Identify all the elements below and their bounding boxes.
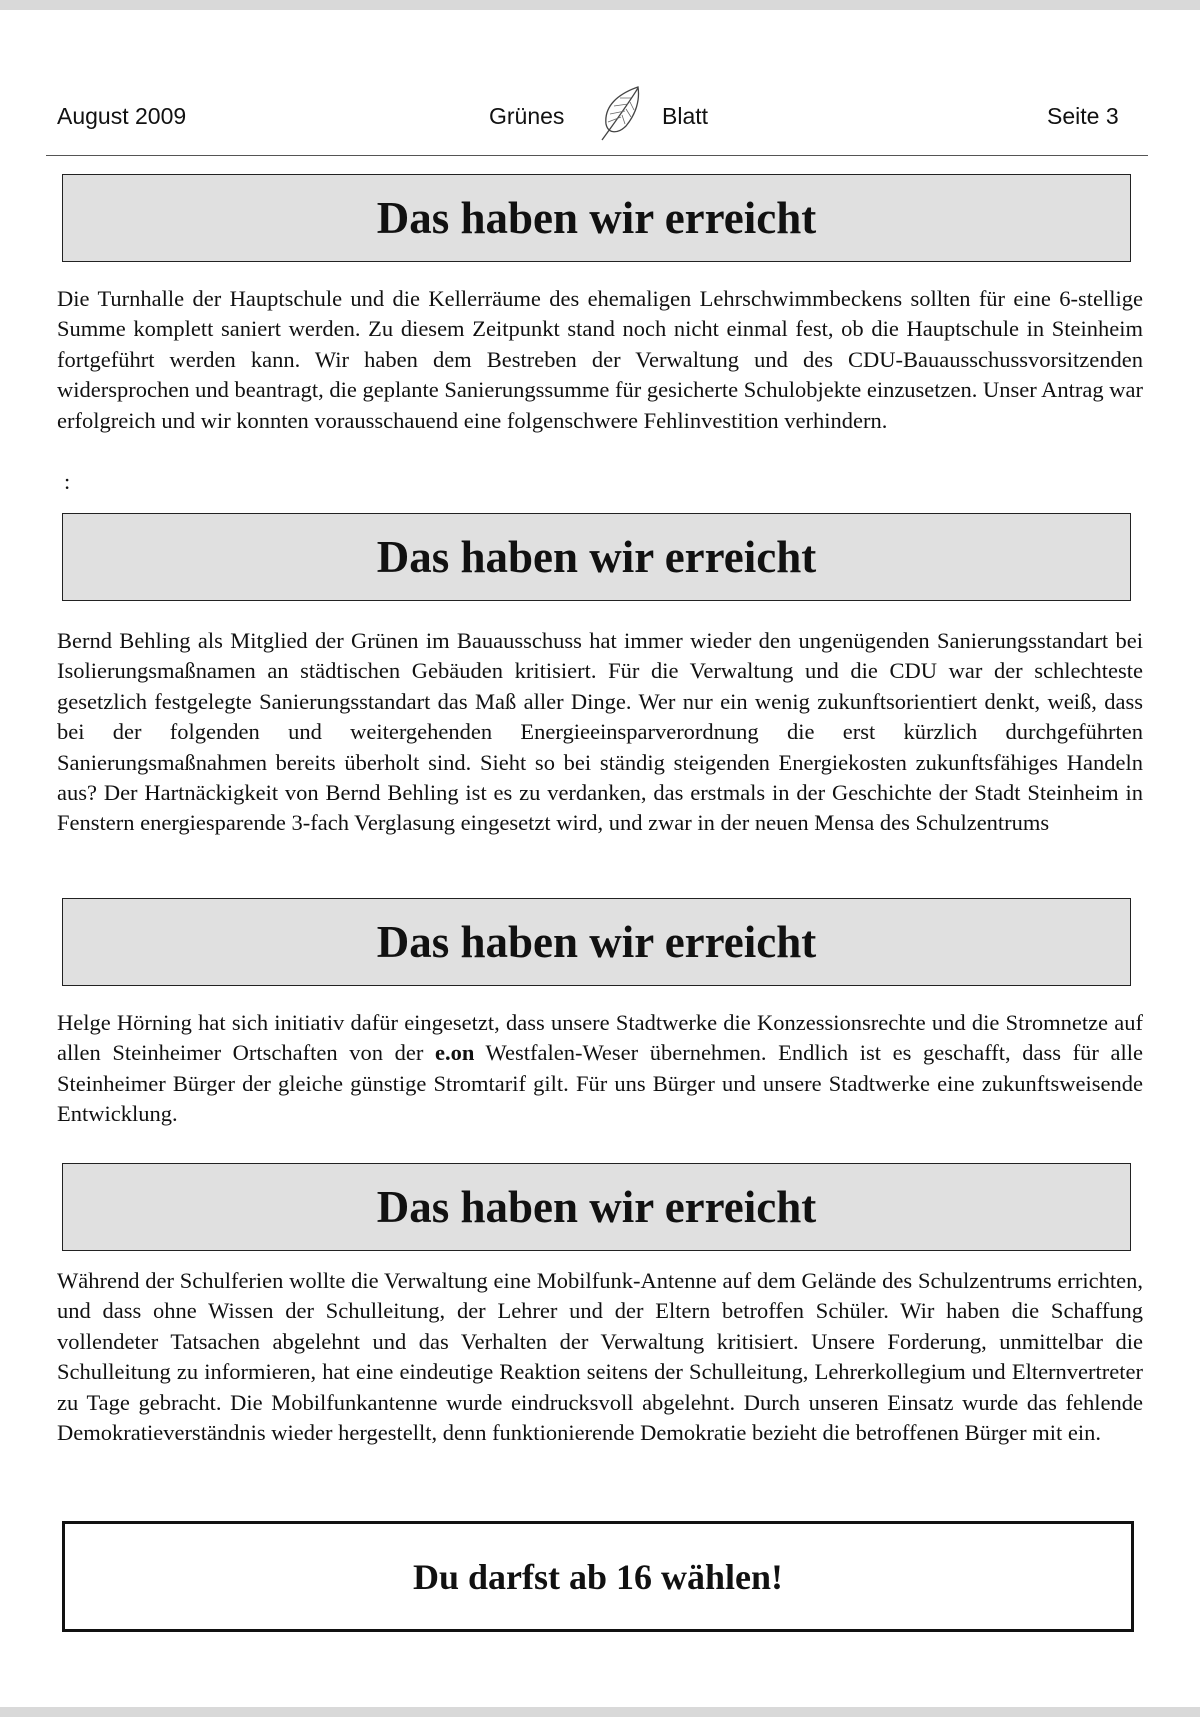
section-heading-box	[62, 898, 1131, 986]
section-body	[57, 1008, 1143, 1130]
issue-date: August 2009	[57, 103, 187, 129]
masthead-left: Grünes	[489, 103, 565, 129]
section-heading-box	[62, 1163, 1131, 1251]
top-border	[0, 0, 1200, 10]
leaf-icon	[598, 84, 644, 142]
section-body: Die Turnhalle der Hauptschule und die Kellerräume des ehemaligen Lehrschwimmbeckens sollten für eine 6-stellige Summe komplett saniert werden. Zu diesem Zeitpunkt stand noch nicht einmal fest, ob die Hauptschule in Steinheim fortgeführt werden kann. Wir haben dem Bestreben der Verwaltung und des CDU-Bauausschussvorsitzenden widersprochen und beantragt, die geplante Sanierungssumme für gesicherte Schulobjekte einzusetzen. Unser Antrag war erfolgreich und wir konnten vorausschauend eine folgenschwere Fehlinvestition verhindern.	[57, 286, 1143, 433]
section-heading: Das haben wir erreicht	[376, 532, 817, 582]
section-heading-box	[62, 513, 1131, 601]
section-heading: Das haben wir erreicht	[376, 917, 817, 967]
vote-at-16-heading: Du darfst ab 16 wählen!	[412, 1556, 784, 1597]
page-number: Seite 3	[1047, 103, 1119, 129]
section-heading: Das haben wir erreicht	[376, 1182, 817, 1232]
header-divider	[46, 155, 1148, 156]
body-text: Helge Hörning hat sich initiativ dafür eingesetzt, dass unsere Stadtwerke die Konzessionsrechte und die Stromnetze auf allen Steinheimer Ortschaften von der	[57, 1010, 1143, 1066]
body-text: Westfalen-Weser übernehmen. Endlich ist es geschafft, dass für alle Steinheimer Bürger der gleiche günstige Stromtarif gilt. Für uns Bürger und unsere Stadtwerke eine zukunftsweisende Entwicklung.	[57, 1040, 1143, 1127]
section-heading-box	[62, 174, 1131, 262]
vote-at-16-box	[62, 1521, 1134, 1632]
section-body: Bernd Behling als Mitglied der Grünen im Bauausschuss hat immer wieder den ungenügenden Sanierungsstandart bei Isolierungsmaßnamen an städtischen Gebäuden kritisiert. Für die Verwaltung und die CDU war der schlechteste gesetzlich festgelegte Sanierungsstandart das Maß aller Dinge. Wer nur ein wenig zukunftsorientiert denkt, weiß, dass bei der folgenden und weitergehenden Energieeinsparverordnung die erst kürzlich durchgeführten Sanierungsmaßnahmen bereits überholt sind. Sieht so bei ständig steigenden Energiekosten zukunftsfähiges Handeln aus? Der Hartnäckigkeit von Bernd Behling ist es zu verdanken, das erstmals in der Geschichte der Stadt Steinheim in Fenstern energiesparende 3-fach Verglasung eingesetzt wird, und zwar in der neuen Mensa des Schulzentrums	[57, 628, 1143, 836]
masthead-right: Blatt	[662, 103, 709, 129]
bottom-border	[0, 1707, 1200, 1717]
section-body: Während der Schulferien wollte die Verwaltung eine Mobilfunk-Antenne auf dem Gelände des Schulzentrums errichten, und dass ohne Wissen der Schulleitung, der Lehrer und der Eltern betroffen Schüler. Wir haben die Schaffung vollendeter Tatsachen abgelehnt und das Verhalten der Verwaltung kritisiert. Unsere Forderung, unmittelbar die Schulleitung zu informieren, hat eine eindeutige Reaktion seitens der Schulleitung, Lehrerkollegium und Elternvertreter zu Tage gebracht. Die Mobilfunkantenne wurde eindrucksvoll abgelehnt. Durch unseren Einsatz wurde das fehlende Demokratieverständnis wieder hergestellt, denn funktionierende Demokratie bezieht die betroffenen Bürger mit ein.	[57, 1268, 1143, 1446]
eon-brand: e.on	[434, 1040, 475, 1066]
stray-colon: :	[64, 469, 71, 494]
section-heading: Das haben wir erreicht	[376, 193, 817, 243]
